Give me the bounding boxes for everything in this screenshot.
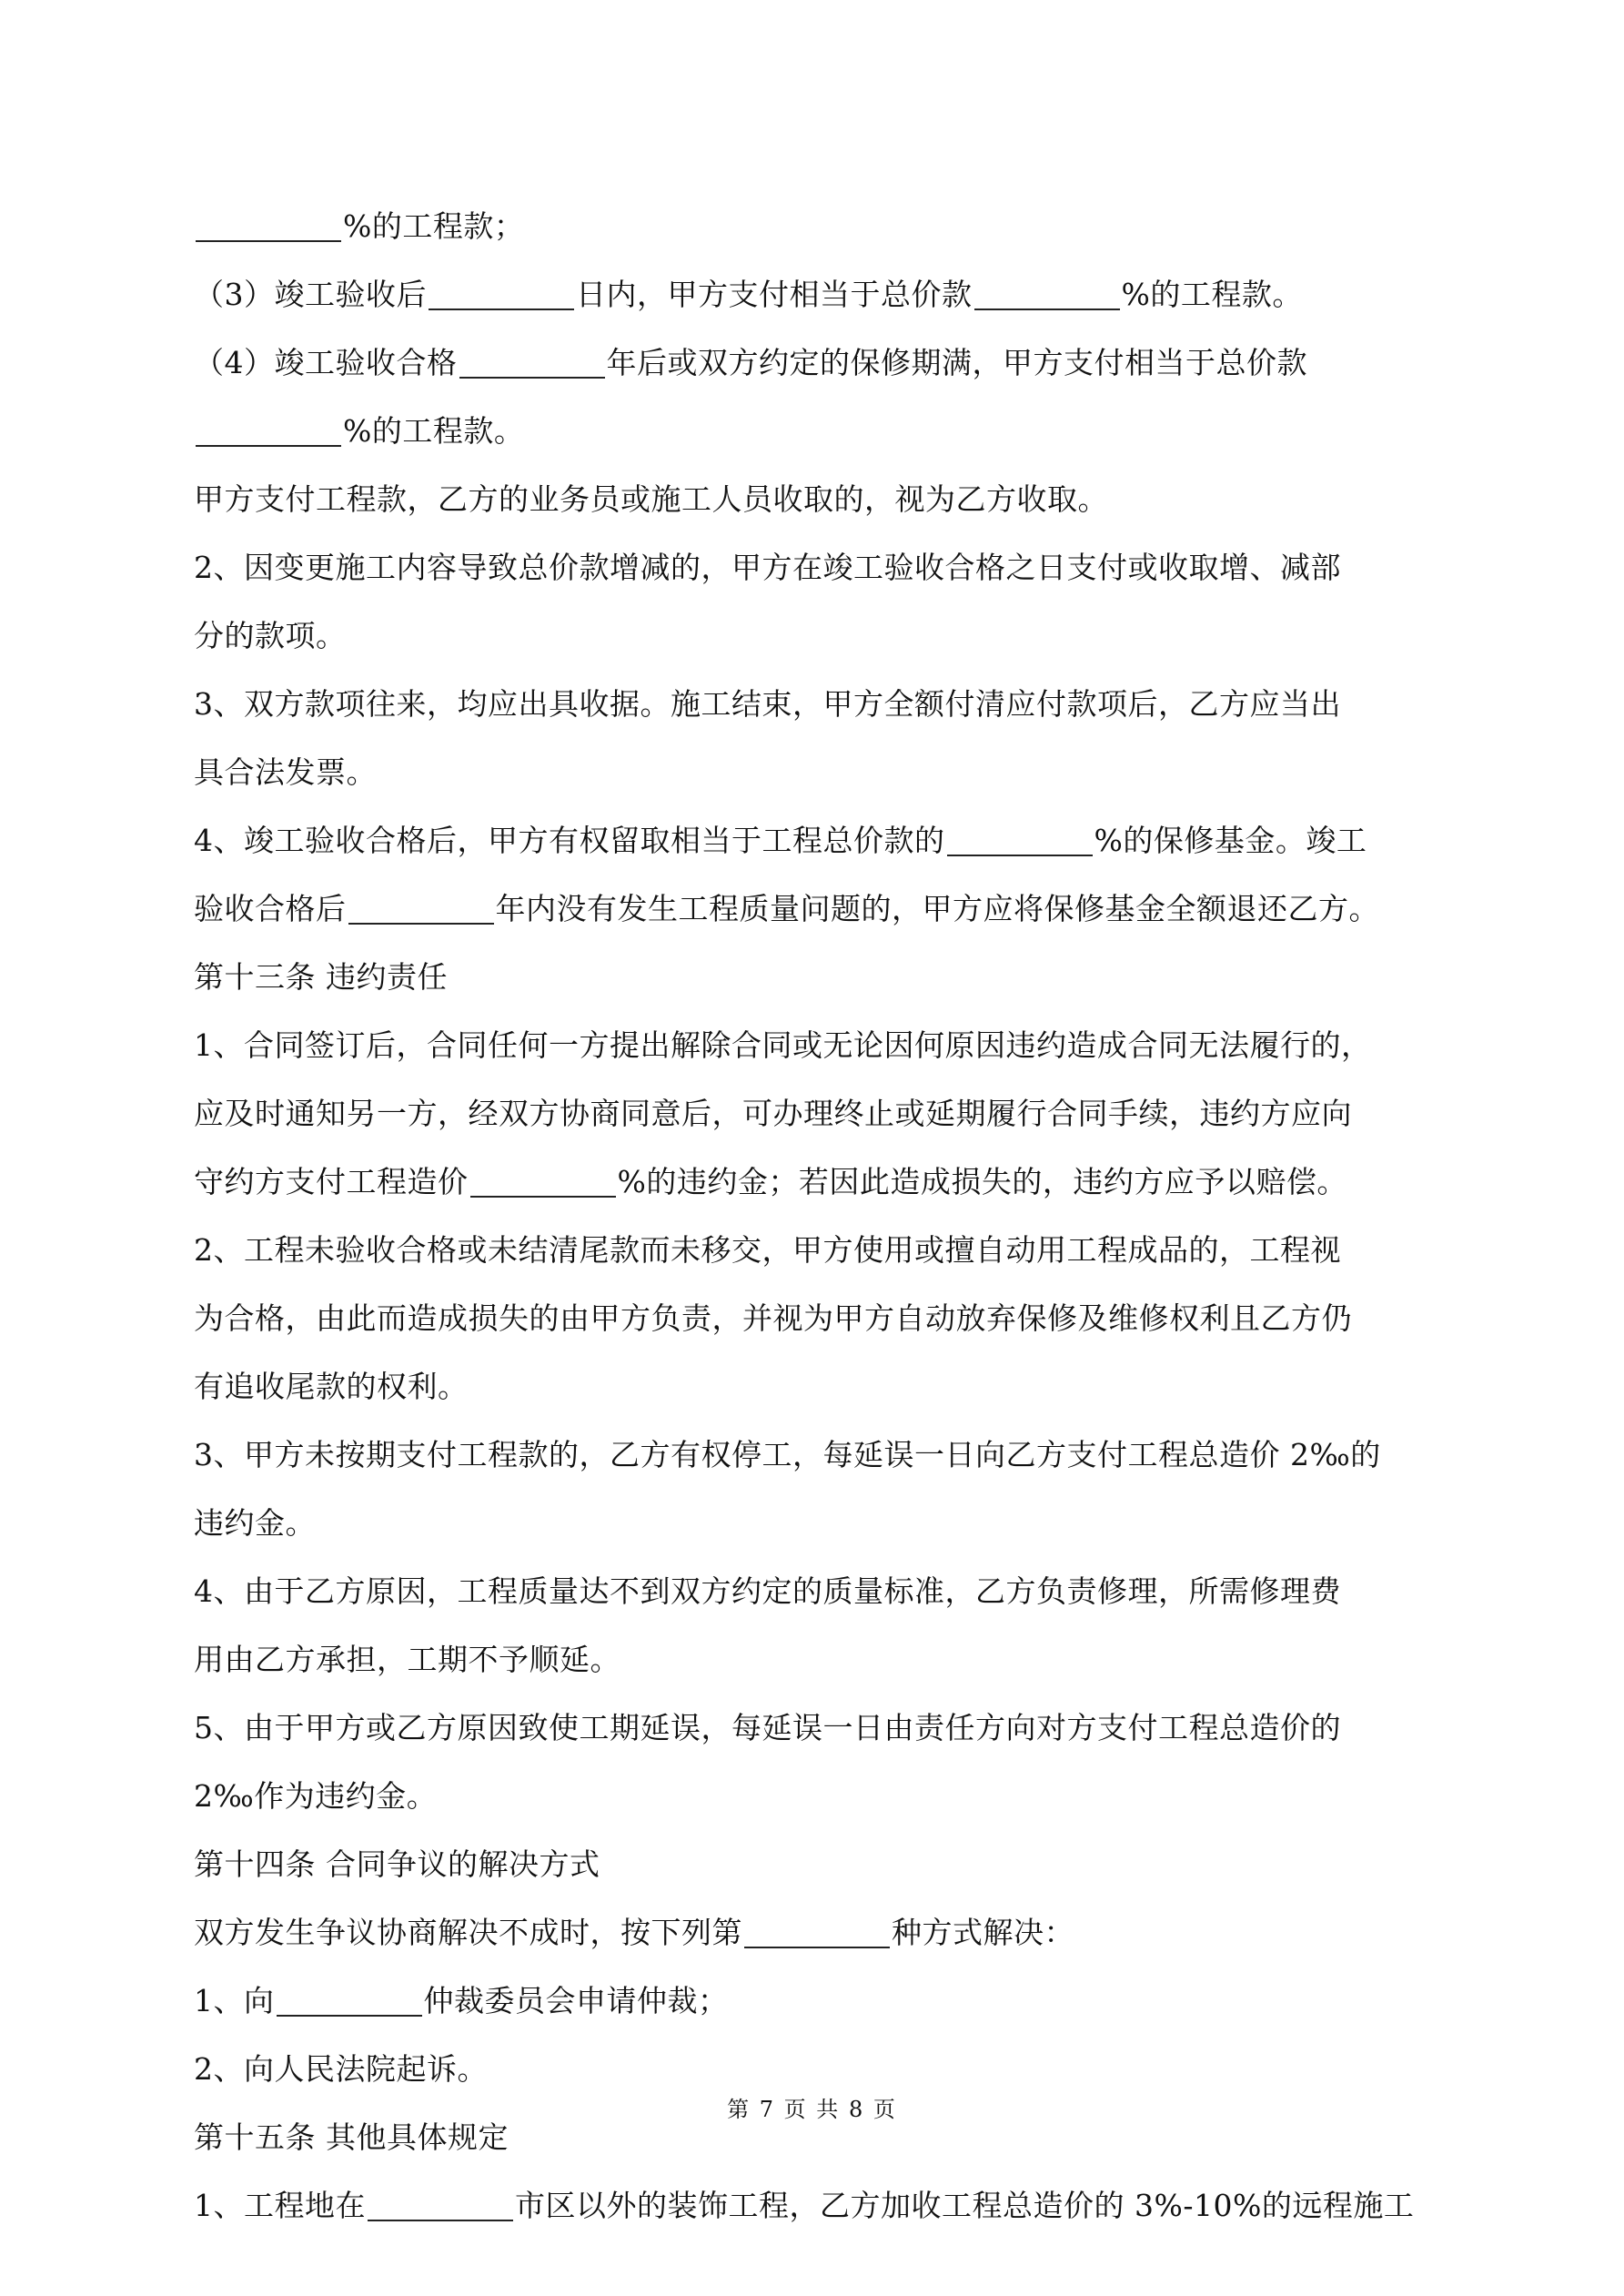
line-text: 1、向 [194, 1983, 275, 2018]
text-line [194, 1089, 1440, 1158]
text-line [194, 1704, 1440, 1772]
line-text: 验收合格后 [194, 891, 347, 926]
line-text: 守约方支付工程造价 [194, 1164, 469, 1199]
text-line [194, 1772, 1440, 1840]
text-line [194, 1294, 1440, 1362]
page-footer: 第 7 页 共 8 页 [727, 2097, 897, 2122]
text-line [194, 339, 1440, 407]
line-text: 2、因变更施工内容导致总价款增减的，甲方在竣工验收合格之日支付或收取增、减部 [194, 550, 1341, 585]
line-text: 2‰作为违约金。 [194, 1778, 438, 1814]
text-line [194, 816, 1440, 885]
line-text: %的工程款。 [1121, 277, 1303, 312]
fill-in-blank [459, 346, 605, 379]
text-line [194, 1362, 1440, 1431]
text-line [194, 612, 1440, 680]
text-line [194, 2181, 1440, 2250]
line-text: 分的款项。 [194, 618, 347, 653]
line-text: 年后或双方约定的保修期满，甲方支付相当于总价款 [606, 345, 1307, 380]
line-text: （4）竣工验收合格 [194, 345, 458, 380]
line-text: 第十五条 其他具体规定 [194, 2119, 509, 2155]
line-text: 3、甲方未按期支付工程款的，乙方有权停工，每延误一日向乙方支付工程总造价 2‰的 [194, 1437, 1381, 1472]
text-line [194, 680, 1440, 748]
fill-in-blank [348, 892, 494, 925]
text-line [194, 1977, 1440, 2045]
text-line [194, 1840, 1440, 1908]
fill-in-blank [947, 824, 1093, 856]
line-text: %的工程款。 [343, 413, 525, 449]
line-text: 为合格，由此而造成损失的由甲方负责，并视为甲方自动放弃保修及维修权利且乙方仍 [194, 1300, 1352, 1336]
line-text: （3）竣工验收后 [194, 277, 427, 312]
text-line [194, 407, 1440, 475]
line-text: 2、向人民法院起诉。 [194, 2051, 488, 2087]
fill-in-blank [196, 209, 341, 242]
fill-in-blank [974, 278, 1120, 310]
line-text: 甲方支付工程款，乙方的业务员或施工人员收取的，视为乙方收取。 [194, 481, 1108, 517]
line-text: 仲裁委员会申请仲裁； [423, 1983, 729, 2018]
line-text: 3、双方款项往来，均应出具收据。施工结束，甲方全额付清应付款项后，乙方应当出 [194, 686, 1341, 722]
line-text: 应及时通知另一方，经双方协商同意后，可办理终止或延期履行合同手续，违约方应向 [194, 1096, 1352, 1131]
line-text: 1、合同签订后，合同任何一方提出解除合同或无论因何原因违约造成合同无法履行的， [194, 1027, 1372, 1063]
line-text: 市区以外的装饰工程，乙方加收工程总造价的 3%-10%的远程施工 [515, 2188, 1415, 2223]
text-line [194, 543, 1440, 612]
line-text: 用由乙方承担，工期不予顺延。 [194, 1642, 620, 1677]
line-text: 4、竣工验收合格后，甲方有权留取相当于工程总价款的 [194, 823, 945, 858]
line-text: %的违约金；若因此造成损失的，违约方应予以赔偿。 [617, 1164, 1347, 1199]
line-text: 2、工程未验收合格或未结清尾款而未移交，甲方使用或擅自动用工程成品的，工程视 [194, 1232, 1341, 1268]
text-line [194, 475, 1440, 543]
fill-in-blank [277, 1984, 422, 2017]
line-text: 5、由于甲方或乙方原因致使工期延误，每延误一日由责任方向对方支付工程总造价的 [194, 1710, 1341, 1745]
line-text: %的保修基金。竣工 [1094, 823, 1367, 858]
line-text: 种方式解决： [892, 1915, 1074, 1950]
line-text: 违约金。 [194, 1505, 316, 1541]
fill-in-blank [429, 278, 574, 310]
line-text: 具合法发票。 [194, 754, 377, 790]
text-line [194, 270, 1440, 339]
text-line [194, 1226, 1440, 1294]
text-line [194, 202, 1440, 270]
text-line [194, 885, 1440, 953]
line-text: 4、由于乙方原因，工程质量达不到双方约定的质量标准，乙方负责修理，所需修理费 [194, 1573, 1341, 1609]
line-text: 双方发生争议协商解决不成时，按下列第 [194, 1915, 742, 1950]
text-line [194, 953, 1440, 1021]
text-line [194, 748, 1440, 816]
text-line [194, 1908, 1440, 1977]
line-text: 日内，甲方支付相当于总价款 [576, 277, 973, 312]
text-line [194, 1431, 1440, 1499]
text-line [194, 1635, 1440, 1704]
line-text: %的工程款； [343, 208, 525, 244]
fill-in-blank [744, 1916, 890, 1948]
fill-in-blank [196, 414, 341, 447]
text-line [194, 1499, 1440, 1567]
line-text: 有追收尾款的权利。 [194, 1369, 469, 1404]
document-body [194, 202, 1440, 2250]
fill-in-blank [368, 2189, 513, 2221]
text-line [194, 1567, 1440, 1635]
fill-in-blank [470, 1165, 616, 1198]
line-text: 第十四条 合同争议的解决方式 [194, 1846, 600, 1882]
line-text: 第十三条 违约责任 [194, 959, 448, 995]
text-line [194, 1021, 1440, 1089]
line-text: 年内没有发生工程质量问题的，甲方应将保修基金全额退还乙方。 [495, 891, 1379, 926]
text-line [194, 1158, 1440, 1226]
line-text: 1、工程地在 [194, 2188, 366, 2223]
